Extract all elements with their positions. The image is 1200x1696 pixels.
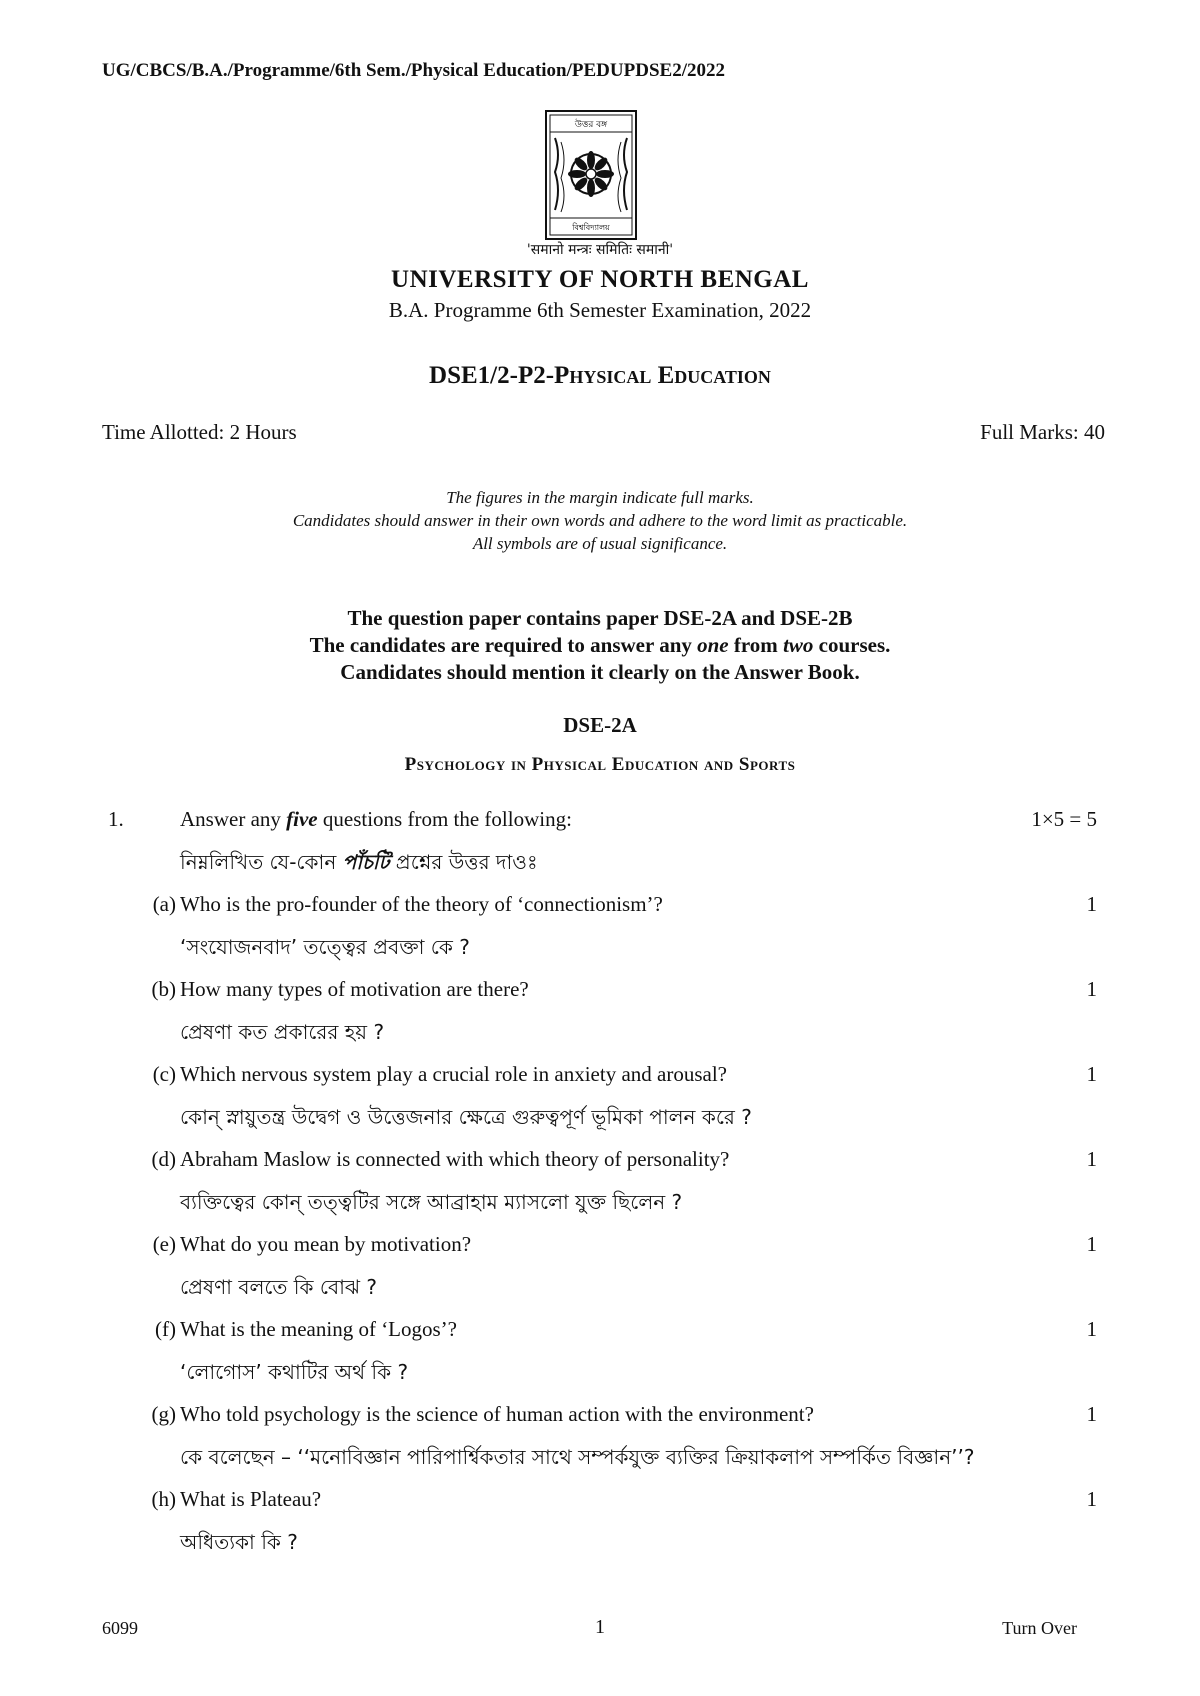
full-marks: Full Marks: 40 xyxy=(980,420,1105,444)
subquestion-text-bengali: প্রেষণা বলতে কি বোঝ ? xyxy=(180,1275,377,1299)
subquestion-label: (a) xyxy=(152,892,176,916)
turn-over-label: Turn Over xyxy=(1002,1618,1077,1638)
paper-code: DSE1/2-P2- xyxy=(429,362,555,389)
subquestion-text: What is Plateau? xyxy=(180,1487,322,1511)
subquestion-text-bengali: কোন্ স্নায়ুতন্ত্র উদ্বেগ ও উত্তেজনার ক্ষেত্রে গুরুত্বপূর্ণ ভূমিকা পালন করে ? xyxy=(180,1105,752,1129)
subquestion-text-bengali: ‘লোগোস’ কথাটির অর্থ কি ? xyxy=(180,1360,409,1384)
university-motto: 'समानो मन्त्रः समितिः समानी' xyxy=(526,242,674,258)
subquestion-mark: 1 xyxy=(1086,892,1097,916)
subquestion-label: (d) xyxy=(151,1147,176,1171)
section-title: DSE-2A xyxy=(563,713,637,737)
notice-line-1: The question paper contains paper DSE-2A and DSE-2B xyxy=(347,606,853,630)
subquestion-label: (h) xyxy=(151,1487,176,1511)
subquestion-text-bengali: ব্যক্তিত্বের কোন্ তত্ত্বটির সঙ্গে আব্রাহাম ম্যাসলো যুক্ত ছিলেন ? xyxy=(180,1190,683,1214)
subquestion-text-bengali: প্রেষণা কত প্রকারের হয় ? xyxy=(180,1020,385,1044)
exam-title: B.A. Programme 6th Semester Examination, 2022 xyxy=(388,298,812,322)
emblem-graphic xyxy=(545,110,637,248)
subquestion-mark: 1 xyxy=(1086,1487,1097,1511)
section-subject: Psychology in Physical Education and Sports xyxy=(404,754,796,775)
subquestion-text: What do you mean by motivation? xyxy=(180,1232,472,1256)
subquestion-text: Who is the pro-founder of the theory of ‘connectionism’? xyxy=(180,892,663,916)
subquestion-text-bengali: কে বলেছেন – ‘‘মনোবিজ্ঞান পারিপার্শ্বিকতার সাথে সম্পর্কযুক্ত ব্যক্তির ক্রিয়াকলাপ সম্পর্কিত বিজ্ঞান’’? xyxy=(180,1445,975,1469)
notice-line-2 xyxy=(0,633,1200,658)
subquestion-mark: 1 xyxy=(1086,1147,1097,1171)
footer-code: 6099 xyxy=(102,1618,138,1638)
paper-subject: Physical Education xyxy=(554,362,771,389)
notice-line-3: Candidates should mention it clearly on the Answer Book. xyxy=(340,660,860,684)
subquestion-label: (g) xyxy=(151,1402,176,1426)
university-name: UNIVERSITY OF NORTH BENGAL xyxy=(391,266,809,293)
page-number: 1 xyxy=(595,1616,605,1638)
question-text-a: Answer any xyxy=(180,807,287,831)
notice-line-2-a: The candidates are required to answer any xyxy=(309,633,698,657)
paper-title xyxy=(0,362,1200,390)
subquestion-mark: 1 xyxy=(1086,1402,1097,1426)
notice-two: two xyxy=(783,633,814,657)
subquestion-label: (f) xyxy=(155,1317,176,1341)
time-allotted: Time Allotted: 2 Hours xyxy=(102,420,297,444)
question-bengali-b: প্রশ্নের উত্তর দাওঃ xyxy=(389,850,538,874)
subquestion-text-bengali: অধিত্যকা কি ? xyxy=(180,1530,298,1554)
subquestion-text: Who told psychology is the science of human action with the environment? xyxy=(180,1402,814,1426)
subquestion-label: (c) xyxy=(152,1062,176,1086)
question-marks: 1×5 = 5 xyxy=(1031,807,1097,831)
subquestion-text-bengali: ‘সংযোজনবাদ’ তত্ত্বের প্রবক্তা কে ? xyxy=(180,935,470,959)
instruction-3: All symbols are of usual significance. xyxy=(472,534,728,553)
notice-line-2-b: from xyxy=(728,633,784,657)
question-five: five xyxy=(286,807,318,831)
question-text-b: questions from the following: xyxy=(317,807,572,831)
paper-code-header: UG/CBCS/B.A./Programme/6th Sem./Physical Education/PEDUPDSE2/2022 xyxy=(102,60,725,81)
subquestion-mark: 1 xyxy=(1086,977,1097,1001)
instruction-1: The figures in the margin indicate full marks. xyxy=(446,488,754,507)
question-bengali-a: নিম্নলিখিত যে-কোন xyxy=(180,850,343,874)
subquestion-label: (b) xyxy=(151,977,176,1001)
subquestion-text: Abraham Maslow is connected with which theory of personality? xyxy=(180,1147,730,1171)
emblem-bottom-text: বিশ্ববিদ্যালয় xyxy=(572,223,610,232)
subquestion-label: (e) xyxy=(152,1232,176,1256)
subquestion-text: How many types of motivation are there? xyxy=(180,977,529,1001)
subquestion-text: What is the meaning of ‘Logos’? xyxy=(180,1317,457,1341)
question-text-bengali xyxy=(180,848,538,881)
subquestion-mark: 1 xyxy=(1086,1232,1097,1256)
instruction-2: Candidates should answer in their own words and adhere to the word limit as practicable. xyxy=(292,511,908,530)
emblem-top-text: উত্তর বঙ্গ xyxy=(574,120,608,130)
question-bengali-five: পাঁচটি xyxy=(342,850,390,874)
subquestion-mark: 1 xyxy=(1086,1317,1097,1341)
notice-one: one xyxy=(697,633,729,657)
question-number: 1. xyxy=(108,807,124,831)
subquestion-text: Which nervous system play a crucial role in anxiety and arousal? xyxy=(180,1062,727,1086)
subquestion-mark: 1 xyxy=(1086,1062,1097,1086)
question-text xyxy=(180,807,572,832)
university-emblem xyxy=(545,110,637,248)
notice-line-2-c: courses. xyxy=(813,633,891,657)
